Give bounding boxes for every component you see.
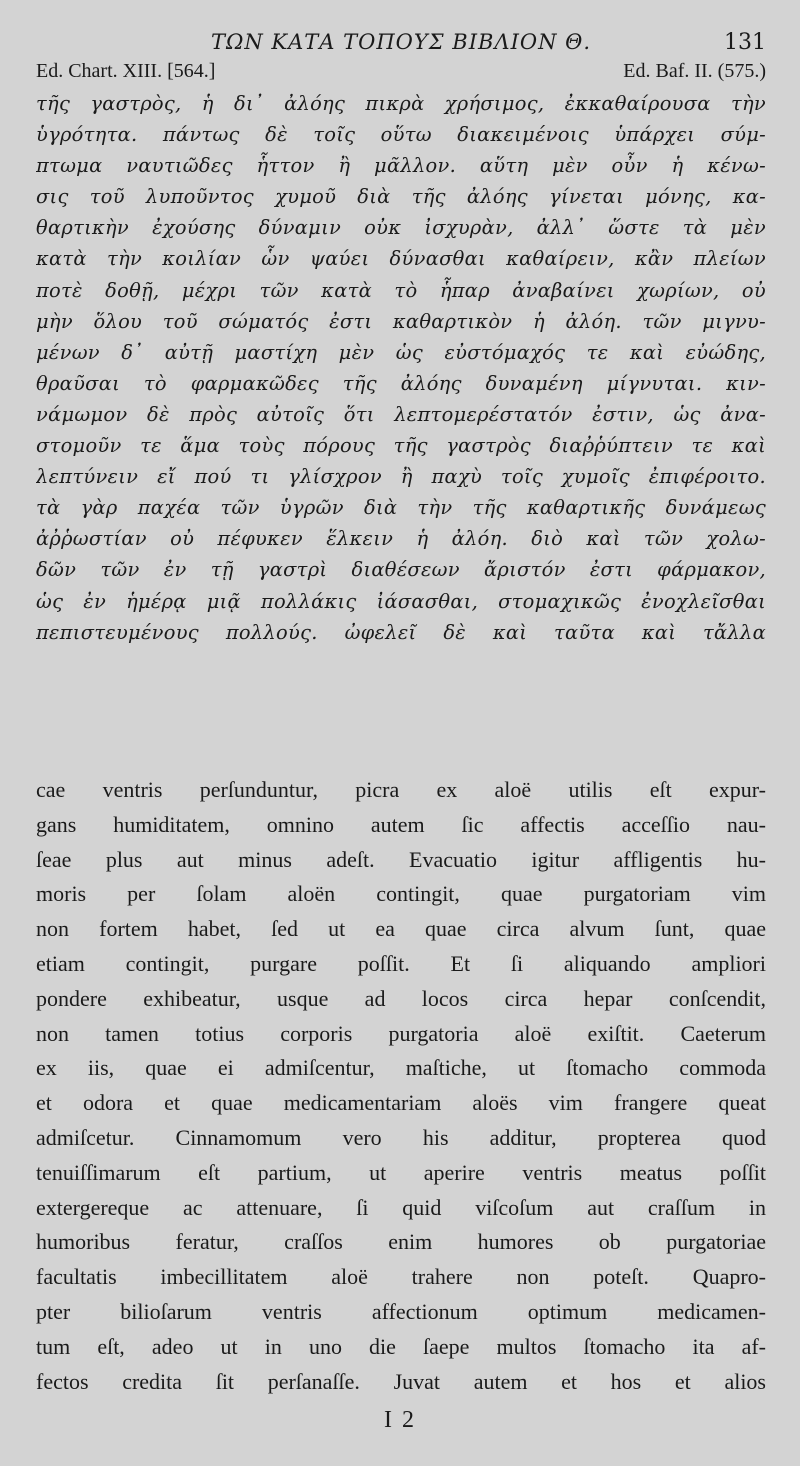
greek-line: στομοῦν τε ἅμα τοὺς πόρους τῆς γαστρὸς διαῤῥύπτειν τε καὶ [36, 434, 766, 458]
greek-text-block [36, 88, 766, 648]
latin-line: non fortem habet, ſed ut ea quae circa alvum ſunt, quae [36, 916, 766, 942]
greek-line: κατὰ τὴν κοιλίαν ὧν ψαύει δύνασθαι καθαίρειν, κἂν πλείων [36, 247, 766, 271]
greek-line: ἀῤῥωστίαν οὐ πέφυκεν ἕλκειν ἡ ἀλόη. διὸ καὶ τῶν χολω- [36, 527, 766, 551]
latin-line: et odora et quae medicamentariam aloës vim frangere queat [36, 1090, 766, 1116]
running-title: ΤΩΝ ΚΑΤΑ ΤΟΠΟΥΣ ΒΙΒΛΙΟΝ Θ. [210, 30, 592, 54]
greek-line: πεπιστευμένους πολλούς. ὠφελεῖ δὲ καὶ ταῦτα καὶ τἄλλα [36, 620, 766, 644]
latin-line: tenuiſſimarum eſt partium, ut aperire ventris meatus poſſit [36, 1159, 766, 1185]
greek-line: πτωμα ναυτιῶδες ἧττον ἢ μᾶλλον. αὕτη μὲν οὖν ἡ κένω- [36, 154, 766, 178]
greek-line: σις τοῦ λυποῦντος χυμοῦ διὰ τῆς ἀλόης γίνεται μόνης, κα- [36, 185, 766, 209]
greek-line: νάμωμον δὲ πρὸς αὐτοῖς ὅτι λεπτομερέστατόν ἐστιν, ὡς ἀνα- [36, 402, 766, 426]
greek-line: λεπτύνειν εἴ πού τι γλίσχρον ἢ παχὺ τοῖς χυμοῖς ἐπιφέροιτο. [36, 465, 766, 489]
latin-text-block [36, 773, 766, 1399]
latin-line: ex iis, quae ei admiſcentur, maſtiche, ut ſtomacho commoda [36, 1055, 766, 1081]
latin-line: pter bilioſarum ventris affectionum optimum medicamen- [36, 1298, 766, 1324]
greek-line: ὡς ἐν ἡμέρᾳ μιᾷ πολλάκις ἰάσασθαι, στομαχικῶς ἐνοχλεῖσθαι [36, 589, 766, 613]
greek-line: δῶν τῶν ἐν τῇ γαστρὶ διαθέσεων ἄριστόν ἐστι φάρμακον, [36, 558, 766, 582]
latin-line: extergereque ac attenuare, ſi quid viſcoſum aut craſſum in [36, 1194, 766, 1220]
signature-mark: I 2 [384, 1407, 416, 1433]
greek-line: μένων δ᾽ αὐτῇ μαστίχη μὲν ὡς εὐστόμαχός τε καὶ εὐώδης, [36, 340, 766, 364]
basel-edition-ref: Ed. Baf. II. (575.) [623, 60, 766, 82]
latin-line: non tamen totius corporis purgatoria aloë exiſtit. Caeterum [36, 1020, 766, 1046]
latin-line: humoribus feratur, craſſos enim humores ob purgatoriae [36, 1229, 766, 1255]
greek-line: θαρτικὴν ἐχούσης δύναμιν οὐκ ἰσχυρὰν, ἀλλ᾽ ὥστε τὰ μὲν [36, 216, 766, 240]
latin-line: pondere exhibeatur, usque ad locos circa hepar conſcendit, [36, 985, 766, 1011]
latin-line: etiam contingit, purgare poſſit. Et ſi aliquando ampliori [36, 950, 766, 976]
greek-line: ὑγρότητα. πάντως δὲ τοῖς οὕτω διακειμένοις ὑπάρχει σύμ- [36, 123, 766, 147]
greek-line: τῆς γαστρὸς, ἡ δι᾽ ἀλόης πικρὰ χρήσιμος, ἐκκαθαίρουσα τὴν [36, 92, 766, 115]
edition-references [36, 60, 766, 86]
page-number: 131 [724, 30, 766, 55]
greek-line: τὰ γὰρ παχέα τῶν ὑγρῶν διὰ τὴν τῆς καθαρτικῆς δυνάμεως [36, 496, 766, 520]
greek-line: θραῦσαι τὸ φαρμακῶδες τῆς ἀλόης δυναμένη μίγνυται. κιν- [36, 371, 766, 395]
latin-line: gans humiditatem, omnino autem ſic affectis acceſſio nau- [36, 811, 766, 837]
greek-line: ποτὲ δοθῇ, μέχρι τῶν κατὰ τὸ ἧπαρ ἀναβαίνει χωρίων, οὐ [36, 278, 766, 302]
latin-line: admiſcetur. Cinnamomum vero his additur, propterea quod [36, 1124, 766, 1150]
running-head [36, 26, 766, 60]
latin-line: ſeae plus aut minus adeſt. Evacuatio igitur affligentis hu- [36, 846, 766, 872]
latin-line: tum eſt, adeo ut in uno die ſaepe multos ſtomacho ita af- [36, 1333, 766, 1359]
latin-line: facultatis imbecillitatem aloë trahere non poteſt. Quapro- [36, 1264, 766, 1290]
latin-line: moris per ſolam aloën contingit, quae purgatoriam vim [36, 881, 766, 907]
latin-line: fectos credita ſit perſanaſſe. Juvat autem et hos et alios [36, 1368, 766, 1394]
latin-line: cae ventris perſunduntur, picra ex aloë utilis eſt expur- [36, 777, 766, 802]
chartier-edition-ref: Ed. Chart. XIII. [564.] [36, 60, 216, 82]
greek-line: μὴν ὅλου τοῦ σώματός ἐστι καθαρτικὸν ἡ ἀλόη. τῶν μιγνυ- [36, 309, 766, 333]
